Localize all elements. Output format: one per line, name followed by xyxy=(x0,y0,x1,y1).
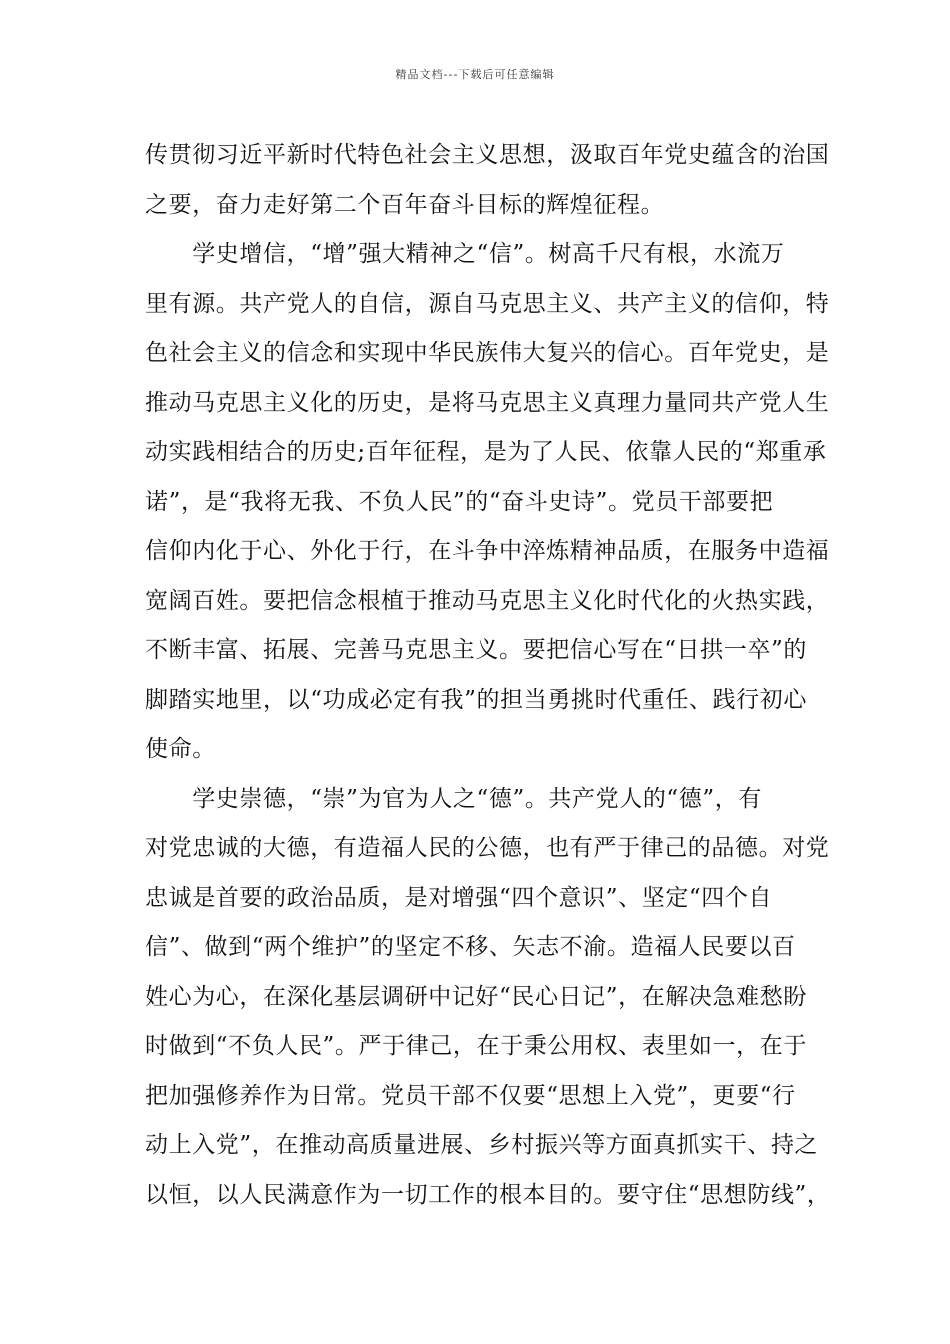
text-line: 使命。 xyxy=(145,736,216,762)
text-line: 忠诚是首要的政治品质，是对增强“四个意识”、坚定“四个自 xyxy=(145,884,773,911)
paragraph xyxy=(145,131,830,230)
text-line: 姓心为心，在深化基层调研中记好“民心日记”，在解决急难愁盼 xyxy=(145,983,807,1010)
text-line: 时做到“不负人民”。严于律己，在于秉公用权、表里如一，在于 xyxy=(145,1033,807,1059)
text-line: 信”、做到“两个维护”的坚定不移、矢志不渝。造福人民要以百 xyxy=(145,934,796,960)
text-line: 对党忠诚的大德，有造福人民的公德，也有严于律己的品德。对党 xyxy=(145,835,830,861)
text-line: 不断丰富、拓展、完善马克思主义。要把信心写在“日拱一卒”的 xyxy=(145,637,807,663)
text-line: 学史崇德，“崇”为官为人之“德”。共产党人的“德”，有 xyxy=(145,785,762,812)
paragraph xyxy=(145,775,831,1221)
document-body xyxy=(145,131,831,1220)
text-line: 传贯彻习近平新时代特色社会主义思想，汲取百年党史蕴含的治国 xyxy=(145,142,830,168)
text-line: 信仰内化于心、外化于行，在斗争中淬炼精神品质，在服务中造福 xyxy=(145,538,830,564)
text-line: 里有源。共产党人的自信，源自马克思主义、共产主义的信仰，特 xyxy=(145,290,830,317)
text-line: 脚踏实地里，以“功成必定有我”的担当勇挑时代重任、践行初心 xyxy=(145,686,807,713)
text-line: 推动马克思主义化的历史，是将马克思主义真理力量同共产党人生 xyxy=(145,389,830,416)
text-line: 学史增信，“增”强大精神之“信”。树高千尺有根，水流万 xyxy=(145,241,785,267)
page-header: 精品文档---下载后可任意编辑 xyxy=(395,68,555,81)
text-line: 诺”，是“我将无我、不负人民”的“奋斗史诗”。党员干部要把 xyxy=(145,488,774,515)
text-line: 宽阔百姓。要把信念根植于推动马克思主义化时代化的火热实践， xyxy=(145,587,830,614)
text-line: 把加强修养作为日常。党员干部不仅要“思想上入党”，更要“行 xyxy=(145,1082,796,1109)
text-line: 以恒，以人民满意作为一切工作的根本目的。要守住“思想防线”， xyxy=(145,1181,831,1208)
text-line: 动实践相结合的历史;百年征程，是为了人民、依靠人民的“郑重承 xyxy=(145,439,827,465)
text-line: 之要，奋力走好第二个百年奋斗目标的辉煌征程。 xyxy=(145,191,665,218)
paragraph xyxy=(145,230,830,775)
text-line: 动上入党”，在推动高质量进展、乡村振兴等方面真抓实干、持之 xyxy=(145,1132,819,1158)
text-line: 色社会主义的信念和实现中华民族伟大复兴的信心。百年党史，是 xyxy=(145,340,830,366)
